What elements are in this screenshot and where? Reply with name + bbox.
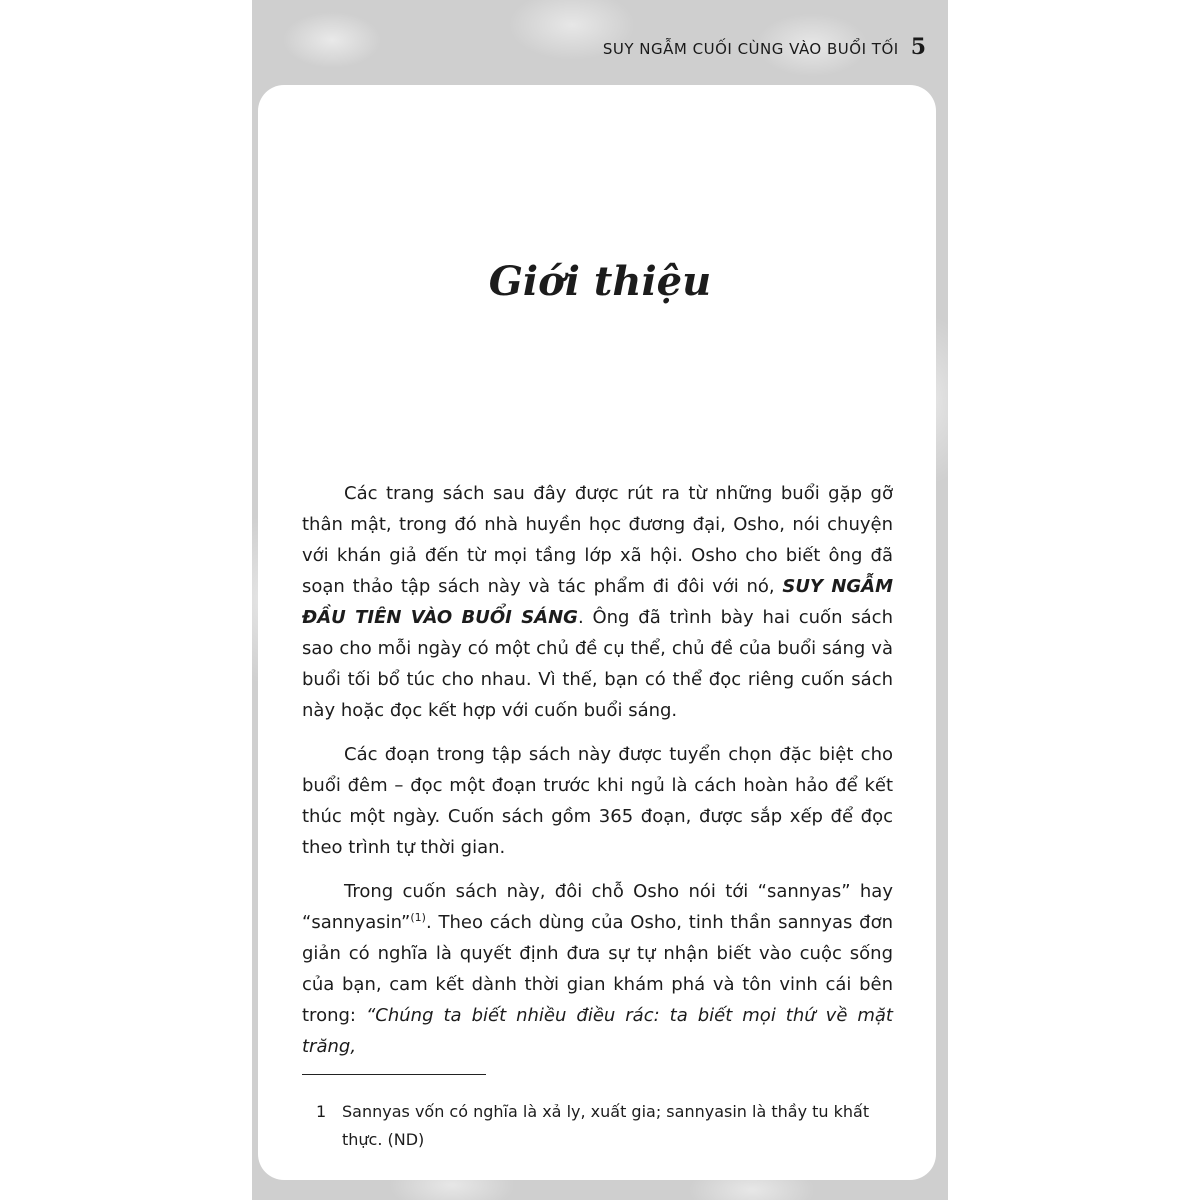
footnote-number: 1	[316, 1102, 327, 1121]
paragraph-1-text-a: Các trang sách sau đây được rút ra từ những buổi gặp gỡ thân mật, trong đó nhà huyền học đương đại, Osho, nói chuyện với khán giả đến từ mọi tầng lớp xã hội. Osho cho biết ông đã soạn thảo tập sách này và tác phẩm đi đôi với nó,	[302, 483, 893, 597]
quote-text: “Chúng ta biết nhiều điều rác: ta biết mọi thứ về mặt trăng,	[302, 1005, 893, 1057]
footnote-divider	[302, 1074, 486, 1075]
running-title: SUY NGẪM CUỐI CÙNG VÀO BUỔI TỐI	[602, 40, 899, 58]
footnote	[316, 1098, 896, 1154]
paragraph-3-text-b: . Theo cách dùng của Osho, tinh thần sannyas đơn giản có nghĩa là quyết định đưa sự tự nhận biết vào cuộc sống của bạn, cam kết dành thời gian khám phá và tôn vinh cái bên trong:	[302, 912, 893, 1026]
book-page	[252, 0, 948, 1200]
paragraph-1-text-b: . Ông đã trình bày hai cuốn sách sao cho mỗi ngày có một chủ đề cụ thể, chủ đề của buổi sáng và buổi tối bổ túc cho nhau. Vì thế, bạn có thể đọc riêng cuốn sách này hoặc đọc kết hợp với cuốn buổi sáng.	[302, 607, 893, 721]
body-text	[302, 478, 893, 1062]
footnote-text: Sannyas vốn có nghĩa là xả ly, xuất gia; sannyasin là thầy tu khất thực. (ND)	[342, 1102, 870, 1149]
chapter-title: Giới thiệu	[488, 258, 712, 305]
paragraph-1	[302, 478, 893, 726]
paragraph-3-text-a: Trong cuốn sách này, đôi chỗ Osho nói tới “sannyas” hay “sannyasin”	[302, 881, 893, 933]
running-head	[603, 34, 926, 60]
footnote-reference: (1)	[410, 911, 426, 924]
book-title-reference: SUY NGẪM ĐẦU TIÊN VÀO BUỔI SÁNG	[302, 576, 893, 628]
paragraph-2: Các đoạn trong tập sách này được tuyển chọn đặc biệt cho buổi đêm – đọc một đoạn trước khi ngủ là cách hoàn hảo để kết thúc một ngày. Cuốn sách gồm 365 đoạn, được sắp xếp để đọc theo trình tự thời gian.	[302, 744, 893, 858]
paragraph-3	[302, 876, 893, 1062]
page-number: 5	[910, 34, 926, 60]
